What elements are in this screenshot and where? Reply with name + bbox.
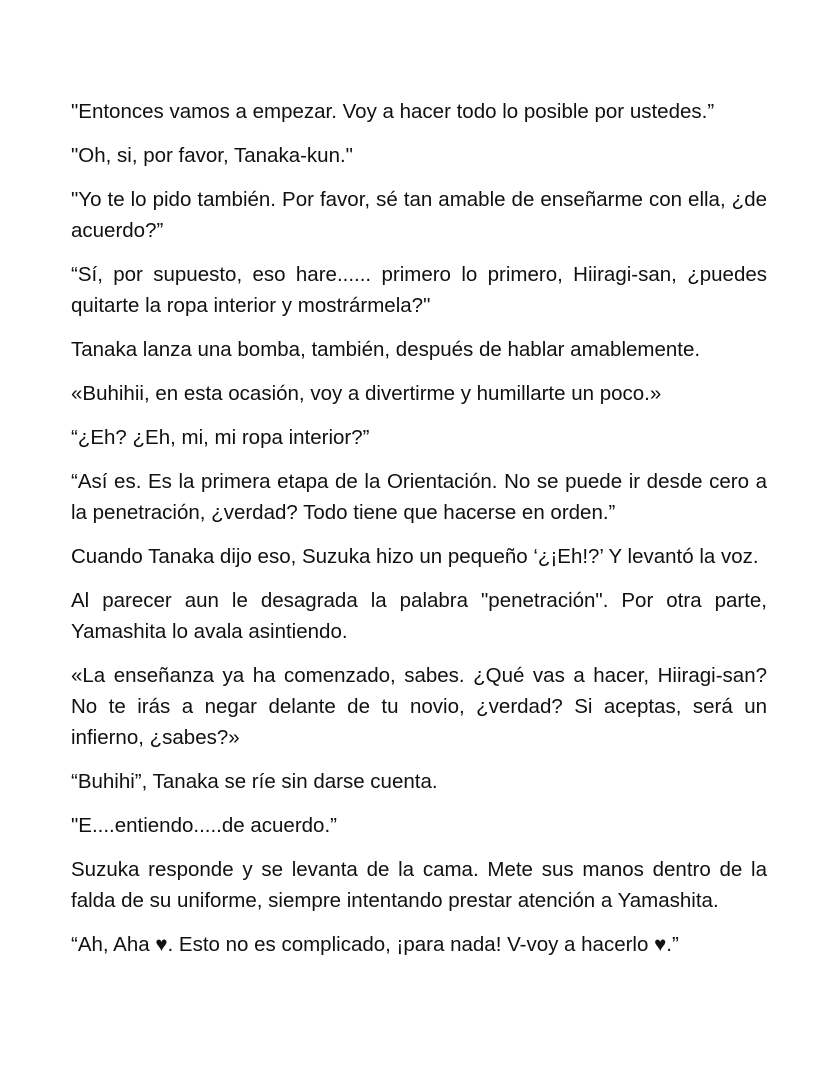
paragraph: “Sí, por supuesto, eso hare...... primero lo primero, Hiiragi-san, ¿puedes quitarte la ropa interior y mostrármela?" bbox=[71, 263, 767, 317]
paragraph: "Yo te lo pido también. Por favor, sé tan amable de enseñarme con ella, ¿de acuerdo?” bbox=[71, 188, 767, 242]
paragraph: "Entonces vamos a empezar. Voy a hacer todo lo posible por ustedes.” bbox=[71, 100, 715, 123]
paragraph: «La enseñanza ya ha comenzado, sabes. ¿Qué vas a hacer, Hiiragi-san? No te irás a negar delante de tu novio, ¿verdad? Si aceptas, será un infierno, ¿sabes?» bbox=[71, 664, 767, 749]
paragraph: "E....entiendo.....de acuerdo.” bbox=[71, 814, 337, 837]
paragraph: “Ah, Aha ♥. Esto no es complicado, ¡para nada! V-voy a hacerlo ♥.” bbox=[71, 933, 679, 956]
paragraph: "Oh, si, por favor, Tanaka-kun." bbox=[71, 144, 353, 167]
paragraph: Al parecer aun le desagrada la palabra "penetración". Por otra parte, Yamashita lo avala asintiendo. bbox=[71, 589, 767, 643]
paragraph: “Así es. Es la primera etapa de la Orientación. No se puede ir desde cero a la penetración, ¿verdad? Todo tiene que hacerse en orden.” bbox=[71, 470, 767, 524]
paragraph: «Buhihii, en esta ocasión, voy a divertirme y humillarte un poco.» bbox=[71, 382, 662, 405]
paragraph: “¿Eh? ¿Eh, mi, mi ropa interior?” bbox=[71, 426, 370, 449]
paragraph: “Buhihi”, Tanaka se ríe sin darse cuenta. bbox=[71, 770, 438, 793]
document-page bbox=[71, 96, 767, 973]
paragraph: Cuando Tanaka dijo eso, Suzuka hizo un pequeño ‘¿¡Eh!?’ Y levantó la voz. bbox=[71, 545, 759, 568]
paragraph: Suzuka responde y se levanta de la cama. Mete sus manos dentro de la falda de su uniforme, siempre intentando prestar atención a Yamashita. bbox=[71, 858, 767, 912]
paragraph: Tanaka lanza una bomba, también, después de hablar amablemente. bbox=[71, 338, 701, 361]
